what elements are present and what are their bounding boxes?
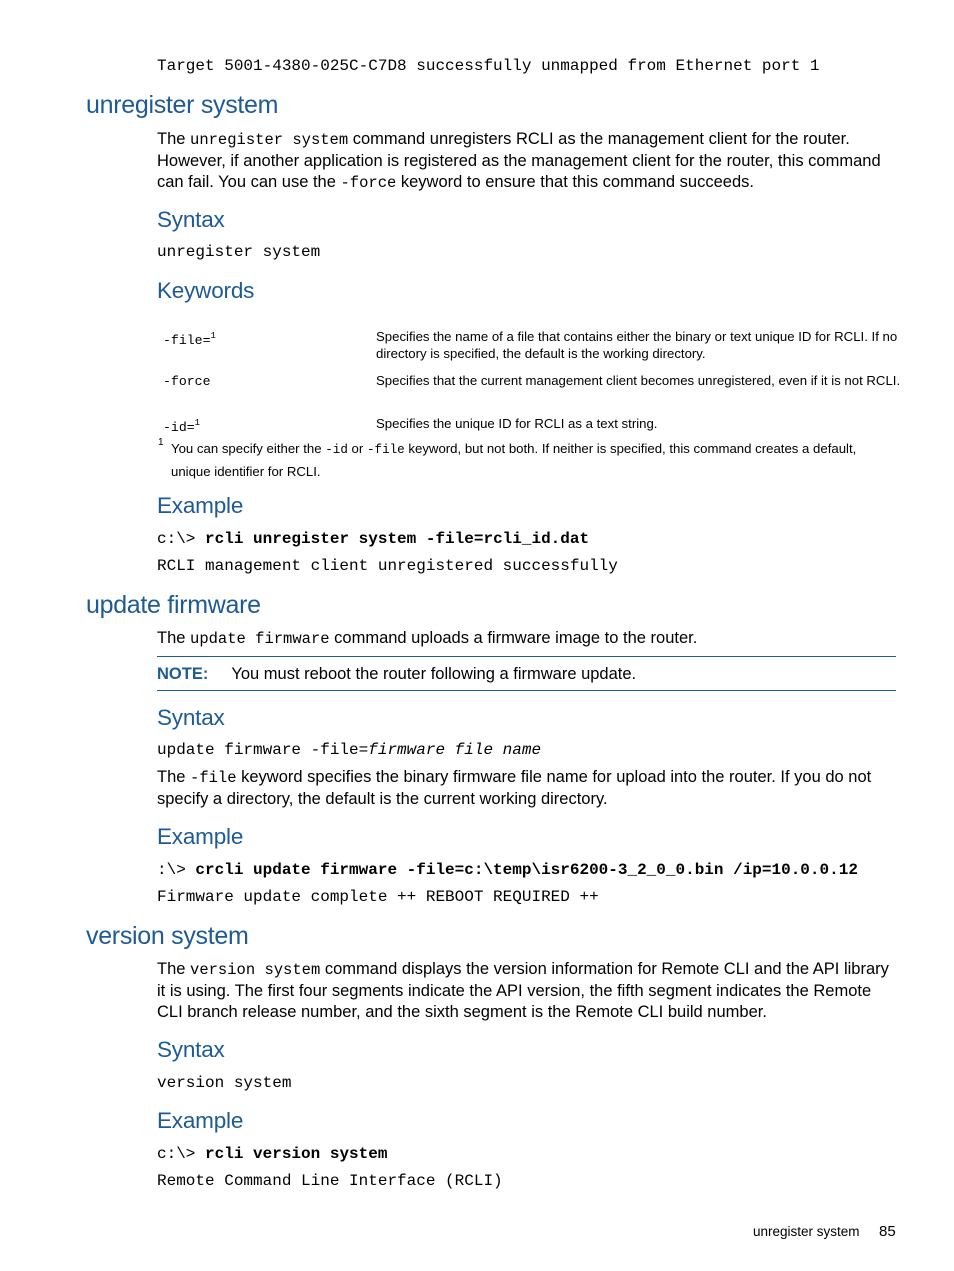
inline-code: -file	[190, 769, 237, 787]
prompt: c:\>	[157, 1145, 206, 1163]
section-heading-version-system: version system	[86, 922, 249, 950]
inline-code: version system	[190, 961, 321, 979]
footnote-ref: 1	[210, 331, 216, 341]
inline-code: update firmware	[190, 630, 330, 648]
note-text: You must reboot the router following a firmware update.	[231, 665, 637, 683]
example-output: Remote Command Line Interface (RCLI)	[157, 1172, 503, 1190]
keyword-description: Specifies that the current management client becomes unregistered, even if it is not RCLI.	[376, 373, 901, 388]
section-heading-update-firmware: update firmware	[86, 591, 261, 619]
note-bottom-rule	[157, 690, 896, 691]
keywords-heading: Keywords	[157, 278, 255, 303]
note-label: NOTE:	[157, 665, 209, 683]
update-firmware-description	[157, 628, 897, 650]
prompt: c:\>	[157, 530, 206, 548]
footnote-part: You can specify either the	[171, 441, 326, 456]
syntax-placeholder: firmware file name	[368, 741, 542, 759]
inline-code: -force	[340, 174, 397, 192]
syntax-heading: Syntax	[157, 1037, 225, 1062]
keyword-text: -file=	[163, 333, 211, 348]
desc-text: keyword to ensure that this command succeeds.	[396, 173, 754, 191]
inline-code: -id	[325, 443, 348, 457]
footnote-mark: 1	[158, 437, 164, 448]
example-heading: Example	[157, 493, 244, 518]
desc-text: The	[157, 629, 191, 647]
syntax-code: unregister system	[157, 243, 321, 261]
syntax-code: version system	[157, 1074, 292, 1092]
example-command	[157, 1145, 387, 1163]
desc-text: The	[157, 960, 191, 978]
note-top-rule	[157, 656, 896, 657]
keyword-text: -id=	[163, 420, 195, 435]
previous-example-output: Target 5001-4380-025C-C7D8 successfully unmapped from Ethernet port 1	[157, 57, 820, 75]
footnote-part: keyword, but not both. If neither is specified, this command creates a default, unique identifier for RCLI.	[171, 441, 857, 479]
unregister-system-description	[157, 129, 897, 194]
keyword-text: -force	[163, 374, 211, 389]
example-heading: Example	[157, 824, 244, 849]
inline-code: unregister system	[190, 131, 349, 149]
inline-code: -file	[366, 443, 405, 457]
keyword-name	[163, 373, 210, 390]
desc-text: keyword specifies the binary firmware file name for upload into the router. If you do not specify a directory, the default is the current working directory.	[157, 768, 872, 808]
desc-text: command uploads a firmware image to the router.	[329, 629, 698, 647]
keyword-name	[163, 415, 200, 436]
footer-section-name: unregister system	[753, 1224, 860, 1239]
keyword-description: Specifies the unique ID for RCLI as a text string.	[376, 416, 658, 431]
footnote-ref: 1	[194, 418, 201, 428]
footnote-text	[171, 438, 899, 482]
desc-text: command displays the version information for Remote CLI and the API library it is using. The first four segments indicate the API version, the fifth segment indicates the Remote CLI branch release number, and the sixth segment is the Remote CLI build number.	[157, 960, 889, 1021]
footnote-part: or	[347, 441, 367, 456]
syntax-plain: update firmware -file=	[157, 741, 369, 759]
example-output: RCLI management client unregistered successfully	[157, 557, 618, 575]
example-command	[157, 861, 858, 879]
example-heading: Example	[157, 1108, 244, 1133]
syntax-description	[157, 767, 897, 810]
section-heading-unregister-system: unregister system	[86, 91, 279, 119]
desc-text: command unregisters RCLI as the management client for the router. However, if another application is registered as the management client for the router, this command can fail. You can use the	[157, 130, 881, 191]
desc-text: The	[157, 768, 191, 786]
page-number: 85	[879, 1223, 896, 1240]
example-command	[157, 530, 589, 548]
keyword-name	[163, 328, 216, 349]
syntax-code	[157, 741, 541, 759]
keyword-description: Specifies the name of a file that contains either the binary or text unique ID for RCLI. If no directory is specified, the default is the working directory.	[376, 329, 898, 361]
example-output: Firmware update complete ++ REBOOT REQUIRED ++	[157, 888, 599, 906]
syntax-heading: Syntax	[157, 207, 225, 232]
command-text: crcli update firmware -file=c:\temp\isr6200-3_2_0_0.bin /ip=10.0.0.12	[195, 861, 858, 879]
prompt: :\>	[157, 861, 196, 879]
command-text: rcli unregister system -file=rcli_id.dat	[205, 530, 590, 548]
command-text: rcli version system	[205, 1145, 388, 1163]
note	[157, 664, 897, 685]
version-system-description	[157, 959, 897, 1023]
desc-text: The	[157, 130, 191, 148]
syntax-heading: Syntax	[157, 705, 225, 730]
